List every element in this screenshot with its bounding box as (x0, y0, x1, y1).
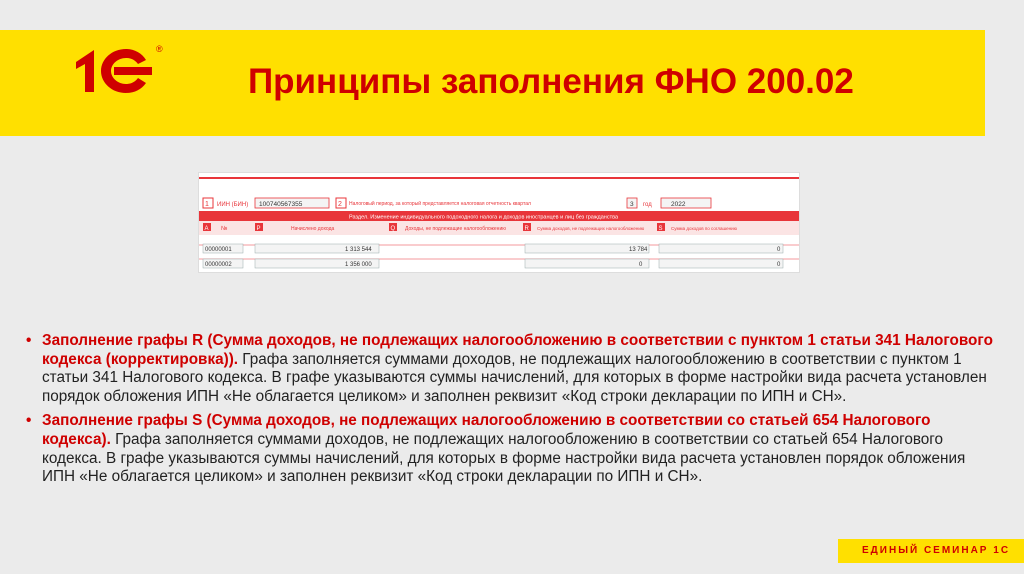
iin-label: ИИН (БИН) (217, 202, 249, 208)
declaration-form-image (198, 172, 800, 273)
bullet-text: Графа заполняется суммами доходов, не подлежащих налогообложению в соответствии с пунктом 1 статьи 341 Налогового кодекса. В графе указываются суммы начислений, для которых в форме настройки вида расчета установлен порядок обложения ИПН «Не облагается целиком» и заполнен реквизит «Код строки декларации по ИПН и СН». (42, 350, 987, 405)
bullet-heading: Заполнение графы S (Сумма доходов, не подлежащих налогообложению в соответствии со статьей 654 Налогового кодекса). (42, 412, 931, 448)
declaration-form-svg (199, 173, 799, 272)
row1-num: 00000001 (205, 247, 232, 253)
bullet-text: Графа заполняется суммами доходов, не подлежащих налогообложению в соответствии со статьей 654 Налогового кодекса. В графе указываются суммы начислений, для которых в форме настройки вида расчета установлен порядок обложения ИПН «Не облагается целиком» и заполнен реквизит «Код строки декларации по ИПН и СН». (42, 430, 966, 486)
col-label-p: Начислено дохода (291, 226, 335, 232)
row-s-field (659, 259, 783, 268)
bullet-dot-icon: • (26, 412, 32, 430)
period-label: Налоговый период, за который представляется налоговая отчетность квартал (349, 201, 531, 207)
col-code-r: R (524, 226, 529, 232)
iin-value: 100740567355 (259, 201, 303, 208)
bullet-list (24, 332, 994, 493)
col-code-s: S (658, 226, 663, 232)
row-s-field (659, 244, 783, 253)
col-code-a: A (204, 226, 209, 232)
logo-reg-mark: ® (156, 44, 163, 54)
row2-num: 00000002 (205, 262, 232, 268)
row1-s: 0 (777, 247, 781, 253)
row2-s: 0 (777, 262, 781, 268)
bullet-item (24, 412, 994, 486)
section-title: Раздел. Изменение индивидуального подоходного налога и доходов иностранцев и лиц без гражданства (349, 214, 619, 221)
form-num2: 2 (338, 201, 342, 208)
year-value: 2022 (671, 201, 686, 208)
bullet-heading: Заполнение графы R (Сумма доходов, не подлежащих налогообложению в соответствии с пунктом 1 статьи 341 Налогового кодекса (корректировка)). (42, 332, 993, 368)
row2-r: 0 (639, 262, 643, 268)
bullet-dot-icon: • (26, 332, 32, 349)
1c-logo-icon (68, 38, 168, 98)
slide-title: Принципы заполнения ФНО 200.02 (248, 62, 854, 101)
quarter-value: 3 (630, 201, 634, 208)
row2-income: 1 356 000 (345, 262, 372, 268)
year-field (661, 198, 711, 208)
col-code-p: P (256, 226, 261, 232)
bullet-item (24, 332, 994, 406)
row1-income: 1 313 544 (345, 247, 372, 253)
col-label-q: Доходы, не подлежащие налогообложению (405, 226, 506, 232)
form-num1: 1 (205, 201, 209, 208)
col-label-r: Сумма доходов, не подлежащих налогообложению (537, 226, 645, 231)
row-r-field (525, 259, 649, 268)
year-label: год (643, 202, 652, 208)
form-top-line (199, 177, 799, 179)
col-label-a: № (221, 226, 228, 232)
row1-r: 13 784 (629, 247, 648, 253)
col-code-q: Q (390, 226, 396, 232)
col-label-s: Сумма доходов по соглашению (671, 226, 737, 231)
footer-label: ЕДИНЫЙ СЕМИНАР 1С (862, 545, 1011, 556)
